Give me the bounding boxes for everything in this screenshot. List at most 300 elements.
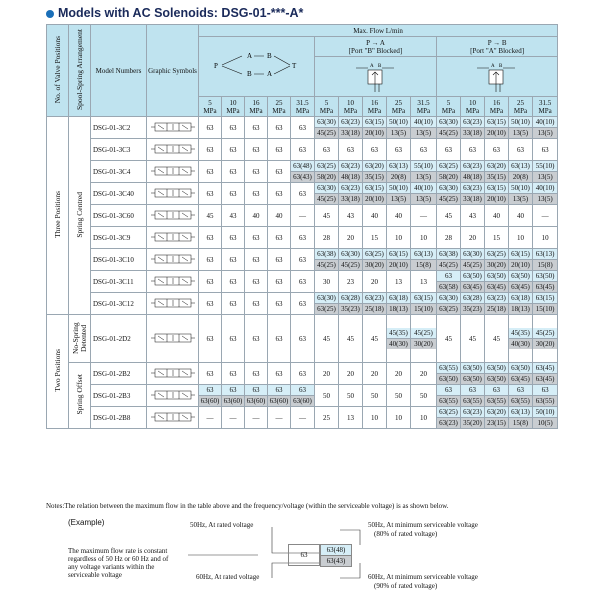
flow-value-cell: 20: [363, 271, 387, 293]
flow-value: 63: [199, 385, 221, 396]
flow-value: 33(18): [339, 194, 362, 204]
flow-value: 33(18): [461, 194, 484, 204]
flow-value-cell: 45: [315, 205, 339, 227]
flow-value: 63(23): [339, 117, 362, 128]
flow-value-cell: 20: [339, 363, 363, 385]
flow-value: 63(23): [363, 293, 386, 304]
flow-value: 45(25): [339, 260, 362, 270]
flow-value-cell: 63: [199, 183, 222, 205]
flow-value-cell: 28: [437, 227, 461, 249]
flow-value: 20(10): [363, 194, 386, 204]
example-cell-6343: 63(43): [320, 555, 352, 567]
flow-value-cell: 63: [315, 139, 339, 161]
flow-value-cell: 63: [245, 315, 268, 363]
flow-value: 63(55): [437, 396, 460, 406]
model-number: DSG-01-3C2: [91, 117, 147, 139]
flow-value-cell: —: [291, 407, 315, 429]
flow-value: 13(5): [533, 128, 557, 138]
flow-value-cell: 63: [245, 117, 268, 139]
flow-value-cell: 63: [245, 249, 268, 271]
flow-value-cell: 13: [411, 271, 437, 293]
flow-value: 63(50): [533, 271, 557, 282]
flow-value: 45(25): [461, 260, 484, 270]
flow-value-cell: 25: [315, 407, 339, 429]
col-header-positions: No. of Valve Positions: [47, 25, 69, 117]
flow-value-cell: 10: [387, 407, 411, 429]
flow-value-cell: 13: [387, 271, 411, 293]
group-three-positions: Three Positions: [52, 191, 62, 238]
flow-value-cell: 63: [245, 363, 268, 385]
model-number: DSG-01-3C60: [91, 205, 147, 227]
flow-value: 63(55): [533, 396, 557, 406]
flow-value: 40(10): [411, 117, 436, 128]
example-description: The maximum flow rate is constant regardless of 50 Hz or 60 Hz and of any voltage variants within the serviceable voltage: [68, 547, 169, 579]
flow-value: 35(15): [485, 172, 508, 182]
flow-value-cell: 63: [291, 227, 315, 249]
flow-value-cell: 63: [245, 293, 268, 315]
flow-value: 45(35): [509, 328, 532, 339]
flow-value: 63(50): [485, 374, 508, 384]
flow-value: 63(45): [533, 282, 557, 292]
flow-value-cell: 10: [533, 227, 558, 249]
svg-text:A: A: [266, 69, 272, 78]
flow-value: 55(10): [533, 161, 557, 172]
flow-value-cell: —: [411, 205, 437, 227]
flow-value-cell: 63: [363, 139, 387, 161]
col-header-model: Model Numbers: [91, 25, 147, 117]
flow-value: 63(60): [246, 397, 266, 405]
pressure-header: 31.5 MPa: [291, 97, 315, 117]
flow-value-cell: 63: [222, 315, 245, 363]
flow-value: 20(10): [485, 128, 508, 138]
flow-value-cell: 50: [411, 385, 437, 407]
flow-value-cell: 63: [411, 139, 437, 161]
flow-value-cell: 20: [363, 363, 387, 385]
flow-value-cell: —: [245, 407, 268, 429]
label-50hz-min-pct: (80% of rated voltage): [374, 530, 438, 538]
flow-value-cell: 43: [222, 205, 245, 227]
flow-value: 63(25): [315, 161, 338, 172]
pressure-header: 25 MPa: [387, 97, 411, 117]
flow-value-cell: 15: [485, 227, 509, 249]
flow-value-cell: 63: [222, 117, 245, 139]
example-cell-6348: 63(48): [320, 544, 352, 556]
svg-text:T: T: [291, 61, 296, 70]
flow-value: 45(25): [315, 260, 338, 270]
svg-text:B: B: [377, 63, 381, 69]
flow-value: 23(15): [485, 418, 508, 428]
flow-value-cell: 63: [291, 363, 315, 385]
flow-value-cell: 63: [245, 183, 268, 205]
pressure-header: 16 MPa: [363, 97, 387, 117]
flow-value: 45(25): [315, 194, 338, 204]
label-60hz-min-pct: (90% of rated voltage): [374, 582, 438, 590]
flow-value: 45(25): [437, 128, 460, 138]
flow-value-cell: 40: [363, 205, 387, 227]
flow-value: 58(20): [437, 172, 460, 182]
flow-value: 63(15): [533, 293, 557, 304]
flow-value-cell: 63: [461, 139, 485, 161]
flow-value-cell: 28: [315, 227, 339, 249]
flow-value-cell: 63: [268, 161, 291, 183]
model-number: DSG-01-3C40: [91, 183, 147, 205]
flow-value-cell: 10: [363, 407, 387, 429]
flow-value: 45(25): [411, 328, 436, 339]
flow-value: 63(15): [411, 293, 436, 304]
flow-value-cell: 20: [411, 363, 437, 385]
flow-value: 13(5): [533, 194, 557, 204]
model-number: DSG-01-2B3: [91, 385, 147, 407]
flow-value-cell: 10: [411, 407, 437, 429]
flow-value: 25(18): [485, 304, 508, 314]
flow-value: 63(23): [339, 183, 362, 194]
model-number: DSG-01-3C10: [91, 249, 147, 271]
flow-value-cell: 40: [245, 205, 268, 227]
flow-value: 40(10): [411, 183, 436, 194]
flow-value: 50(10): [509, 183, 532, 194]
flow-value: 18(13): [509, 304, 532, 314]
flow-value-cell: —: [291, 205, 315, 227]
label-50hz-rated: 50Hz, At rated voltage: [190, 521, 254, 529]
flow-value: 63(23): [485, 293, 508, 304]
flow-value: 40(10): [533, 183, 557, 194]
pressure-header: 5 MPa: [199, 97, 222, 117]
flow-value-cell: 63: [245, 139, 268, 161]
flow-value: 20(10): [485, 194, 508, 204]
flow-value: 63(20): [363, 161, 386, 172]
flow-value: 63(30): [437, 293, 460, 304]
flow-value: 30(20): [411, 339, 436, 349]
flow-value-cell: 63: [222, 139, 245, 161]
flow-value-cell: 63: [199, 139, 222, 161]
flow-value-cell: 45: [485, 315, 509, 363]
flow-value: 48(18): [461, 172, 484, 182]
flow-value: 63(45): [533, 363, 557, 374]
flow-value-cell: 63: [222, 183, 245, 205]
flow-value: 63(25): [437, 407, 460, 418]
svg-text:B: B: [499, 63, 503, 69]
flow-value: 15(8): [509, 418, 532, 428]
svg-text:P: P: [213, 61, 218, 70]
flow-value: 13(5): [411, 172, 436, 182]
flow-value: 15(8): [411, 260, 436, 270]
flow-value-cell: 63: [199, 249, 222, 271]
pressure-header: 25 MPa: [509, 97, 533, 117]
flow-value-cell: 45: [199, 205, 222, 227]
notes: Notes:The relation between the maximum flow in the table above and the frequency/voltage (within the serviceable voltage) is as shown below.: [46, 502, 449, 510]
flow-value: 63(23): [461, 183, 484, 194]
flow-value: 13(5): [533, 172, 557, 182]
flow-value-cell: 50: [387, 385, 411, 407]
pressure-header: 5 MPa: [315, 97, 339, 117]
flow-value: 35(23): [339, 304, 362, 314]
flow-value: 63(30): [339, 249, 362, 260]
pressure-header: 25 MPa: [268, 97, 291, 117]
flow-value: 63(30): [315, 183, 338, 194]
flow-value: 63(25): [437, 161, 460, 172]
flow-value: 35(15): [363, 172, 386, 182]
model-number: DSG-01-3C11: [91, 271, 147, 293]
flow-value-cell: 63: [291, 139, 315, 161]
flow-value-cell: 20: [339, 227, 363, 249]
flow-value: 50(10): [509, 117, 532, 128]
flow-value-cell: —: [533, 205, 558, 227]
group-spring-centred: Spring Centred: [74, 191, 84, 238]
flow-value: 63(43): [291, 172, 314, 182]
svg-text:B: B: [246, 69, 252, 78]
flow-value: 33(18): [461, 128, 484, 138]
flow-value: 63(50): [461, 271, 484, 282]
flow-value: 63: [222, 385, 244, 396]
flow-value-cell: 50: [339, 385, 363, 407]
label-60hz-rated: 60Hz, At rated voltage: [196, 573, 260, 581]
flow-value: 20(10): [363, 128, 386, 138]
flow-value: 63(25): [363, 249, 386, 260]
flow-value: 35(23): [461, 304, 484, 314]
flow-value: 50(10): [387, 183, 410, 194]
flow-value: 63(25): [315, 304, 338, 314]
model-number: DSG-01-3C12: [91, 293, 147, 315]
flow-value: 63: [268, 385, 290, 396]
label-60hz-min: 60Hz, At minimum serviceable voltage: [368, 573, 478, 581]
flow-value: 63(50): [485, 271, 508, 282]
flow-value: 63(30): [315, 117, 338, 128]
flow-value: 63(15): [509, 249, 532, 260]
flow-value-cell: 50: [315, 385, 339, 407]
flow-value-cell: —: [268, 407, 291, 429]
flow-value: 63(55): [485, 396, 508, 406]
group3-header: P → B [Port "A" Blocked]: [437, 37, 558, 57]
flow-value: 20(10): [387, 260, 410, 270]
flow-value-cell: 63: [268, 227, 291, 249]
flow-value-cell: 63: [509, 139, 533, 161]
flow-value: 63(50): [437, 374, 460, 384]
flow-value: 13(5): [387, 128, 410, 138]
flow-value-cell: 45: [437, 205, 461, 227]
flow-value-cell: 23: [339, 271, 363, 293]
flow-value-cell: 63: [199, 271, 222, 293]
flow-value: 63(38): [437, 249, 460, 260]
col-header-graphic: Graphic Symbols: [147, 25, 199, 117]
flow-value: 63(60): [269, 397, 289, 405]
svg-text:B: B: [266, 51, 272, 60]
flow-value-cell: 63: [268, 139, 291, 161]
flow-value: 63(45): [509, 374, 532, 384]
flow-value: 45(35): [387, 328, 410, 339]
flow-value-cell: 63: [268, 315, 291, 363]
flow-value: 63(60): [200, 397, 220, 405]
flow-value-cell: 63: [245, 161, 268, 183]
flow-value-cell: 45: [339, 315, 363, 363]
flow-value-cell: 43: [461, 205, 485, 227]
flow-value-cell: 20: [315, 363, 339, 385]
flow-value: 63(55): [509, 396, 532, 406]
flow-value: 63(15): [363, 117, 386, 128]
flow-value: 63(50): [461, 374, 484, 384]
flow-value: 63(13): [411, 249, 436, 260]
flow-value-cell: 40: [485, 205, 509, 227]
flow-value: 63(58): [437, 282, 460, 292]
flow-value: 63(60): [223, 397, 243, 405]
flow-value: 63(30): [437, 183, 460, 194]
flow-value-cell: 63: [222, 227, 245, 249]
flow-value: 63(13): [509, 407, 532, 418]
flow-value: 63(23): [339, 161, 362, 172]
flow-value: 63: [437, 271, 460, 282]
flow-value: 40(30): [509, 339, 532, 349]
flow-value: 45(25): [315, 128, 338, 138]
flow-value: 63(55): [461, 396, 484, 406]
flow-value-cell: 63: [268, 117, 291, 139]
flow-value-cell: 63: [291, 249, 315, 271]
flow-value-cell: 63: [291, 315, 315, 363]
model-number: DSG-01-3C9: [91, 227, 147, 249]
flow-value-cell: 63: [222, 249, 245, 271]
flow-value: 63(48): [291, 161, 314, 172]
group-no-spring: No-Spring Detented: [70, 321, 88, 354]
flow-value: 25(18): [363, 304, 386, 314]
flow-value: 40(30): [387, 339, 410, 349]
flow-value: 10(5): [533, 418, 557, 428]
pressure-header: 31.5 MPa: [411, 97, 437, 117]
flow-value-cell: 63: [268, 183, 291, 205]
model-number: DSG-01-3C3: [91, 139, 147, 161]
flow-value: 63(50): [461, 363, 484, 374]
flow-value: 50(10): [387, 117, 410, 128]
flow-value: 58(20): [315, 172, 338, 182]
flow-value-cell: 63: [387, 139, 411, 161]
flow-value-cell: 50: [363, 385, 387, 407]
flow-value: 63(25): [485, 249, 508, 260]
pressure-header: 16 MPa: [245, 97, 268, 117]
flow-value: 33(18): [339, 128, 362, 138]
flow-value: 63(45): [533, 374, 557, 384]
flow-value: 63(20): [485, 161, 508, 172]
flow-value: 48(18): [339, 172, 362, 182]
flow-value: 63(30): [437, 117, 460, 128]
flow-value-cell: 63: [199, 293, 222, 315]
svg-text:A: A: [246, 51, 252, 60]
flow-value-cell: 13: [339, 407, 363, 429]
flow-value: 63(25): [437, 304, 460, 314]
flow-value: 13(5): [509, 194, 532, 204]
flow-value-cell: 63: [437, 139, 461, 161]
flow-value: 63(23): [437, 418, 460, 428]
flow-value-cell: 63: [199, 161, 222, 183]
flow-value-cell: 63: [245, 271, 268, 293]
flow-value-cell: 63: [222, 271, 245, 293]
flow-value-cell: 63: [291, 293, 315, 315]
example-cell-63: 63: [288, 544, 320, 566]
flow-value-cell: 63: [533, 139, 558, 161]
model-number: DSG-01-2D2: [91, 315, 147, 363]
flow-value: 20(10): [509, 260, 532, 270]
page-title: Models with AC Solenoids: DSG-01-***-A*: [46, 6, 303, 20]
svg-text:A: A: [369, 63, 374, 69]
flow-value: 63(13): [509, 161, 532, 172]
flow-value: 45(25): [437, 194, 460, 204]
flow-value: 63(15): [363, 183, 386, 194]
flow-value-cell: 63: [268, 249, 291, 271]
flow-value-cell: 43: [339, 205, 363, 227]
group2-header: P → A [Port "B" Blocked]: [315, 37, 437, 57]
flow-value: 63(28): [461, 293, 484, 304]
pressure-header: 16 MPa: [485, 97, 509, 117]
flow-value: 63(45): [485, 282, 508, 292]
flow-value: 63(30): [461, 249, 484, 260]
flow-value-cell: 10: [387, 227, 411, 249]
flow-value: 63(50): [485, 363, 508, 374]
flow-value-cell: 45: [363, 315, 387, 363]
flow-value-cell: 30: [315, 271, 339, 293]
flow-value-cell: 45: [437, 315, 461, 363]
flow-value-cell: 63: [268, 271, 291, 293]
model-number: DSG-01-2B8: [91, 407, 147, 429]
pressure-header: 5 MPa: [437, 97, 461, 117]
pressure-header: 31.5 MPa: [533, 97, 558, 117]
flow-value: 63(23): [461, 407, 484, 418]
flow-value: 63(30): [315, 293, 338, 304]
group-two-positions: Two Positions: [52, 349, 62, 392]
flow-value-cell: 10: [509, 227, 533, 249]
flow-value: 63(45): [461, 282, 484, 292]
flow-value-cell: 20: [387, 363, 411, 385]
flow-value: 63(23): [461, 117, 484, 128]
flow-value: 13(5): [509, 128, 532, 138]
flow-value: 63(18): [387, 293, 410, 304]
flow-value: 45(25): [533, 328, 557, 339]
flow-value-cell: 40: [387, 205, 411, 227]
flow-value: 63(20): [485, 407, 508, 418]
example-title: (Example): [68, 518, 105, 527]
flow-value: 63(15): [485, 117, 508, 128]
flow-value: 15(8): [533, 260, 557, 270]
flow-value-cell: 40: [268, 205, 291, 227]
flow-value-cell: 63: [199, 363, 222, 385]
flow-value: 15(10): [533, 304, 557, 314]
flow-value: 30(20): [485, 260, 508, 270]
col-header-spool: Spool-Spring Arrangement: [69, 25, 91, 117]
flow-value: 13(5): [411, 128, 436, 138]
flow-value: 63: [485, 385, 508, 396]
model-number: DSG-01-3C4: [91, 161, 147, 183]
flow-value: 63: [533, 385, 557, 396]
flow-value: 50(10): [533, 407, 557, 418]
flow-value-cell: 40: [509, 205, 533, 227]
flow-value: 63(50): [509, 271, 532, 282]
flow-value: 63(15): [485, 183, 508, 194]
flow-value-cell: 20: [461, 227, 485, 249]
flow-value: 30(20): [363, 260, 386, 270]
max-flow-header: Max. Flow L/min: [199, 25, 558, 37]
flow-value-cell: 63: [291, 117, 315, 139]
flow-value: 13(5): [387, 194, 410, 204]
flow-value: 63(38): [315, 249, 338, 260]
flow-value-cell: 63: [339, 139, 363, 161]
flow-value: 63(15): [387, 249, 410, 260]
flow-value-cell: 63: [245, 227, 268, 249]
flow-value-cell: 63: [291, 271, 315, 293]
flow-value: 63(13): [387, 161, 410, 172]
flow-value: 15(10): [411, 304, 436, 314]
flow-value-cell: 63: [222, 293, 245, 315]
flow-value: 63(28): [339, 293, 362, 304]
flow-value-cell: 10: [411, 227, 437, 249]
flow-value: 35(20): [461, 418, 484, 428]
flow-value-cell: 63: [485, 139, 509, 161]
flow-value-cell: 15: [363, 227, 387, 249]
flow-value: 63(60): [291, 396, 314, 406]
